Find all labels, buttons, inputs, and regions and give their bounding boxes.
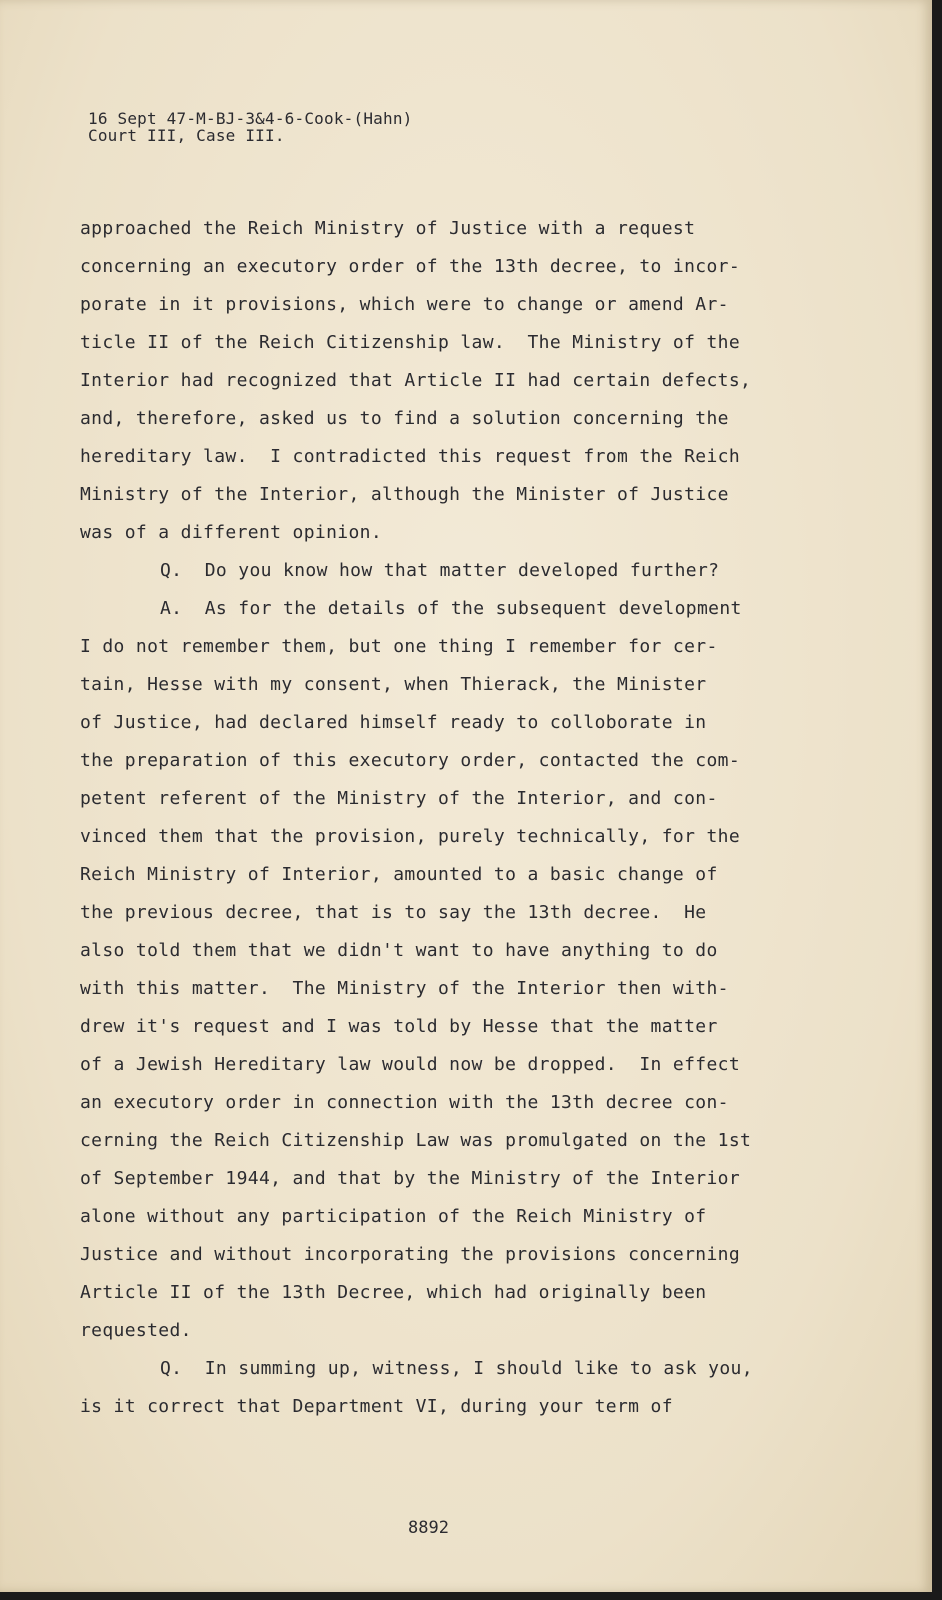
scan-border-right bbox=[932, 0, 942, 1600]
transcript-line: tain, Hesse with my consent, when Thierack, the Minister bbox=[80, 674, 707, 695]
transcript-line: of September 1944, and that by the Ministry of the Interior bbox=[80, 1168, 741, 1189]
transcript-line: cerning the Reich Citizenship Law was promulgated on the 1st bbox=[80, 1130, 752, 1151]
transcript-line: the preparation of this executory order, contacted the com- bbox=[80, 750, 741, 771]
transcript-line: the previous decree, that is to say the 13th decree. He bbox=[80, 902, 707, 923]
answer-line: A. As for the details of the subsequent development bbox=[160, 598, 742, 619]
transcript-line: is it correct that Department VI, during your term of bbox=[80, 1396, 673, 1417]
header-court-line: Court III, Case III. bbox=[88, 126, 285, 145]
transcript-line: requested. bbox=[80, 1320, 192, 1341]
transcript-line: Interior had recognized that Article II had certain defects, bbox=[80, 370, 752, 391]
transcript-line: drew it's request and I was told by Hesse that the matter bbox=[80, 1016, 718, 1037]
scan-border-bottom bbox=[0, 1592, 942, 1600]
transcript-line: also told them that we didn't want to have anything to do bbox=[80, 940, 718, 961]
transcript-line: Article II of the 13th Decree, which had originally been bbox=[80, 1282, 707, 1303]
transcript-line: of a Jewish Hereditary law would now be dropped. In effect bbox=[80, 1054, 741, 1075]
transcript-line: and, therefore, asked us to find a solution concerning the bbox=[80, 408, 729, 429]
transcript-line: Justice and without incorporating the provisions concerning bbox=[80, 1244, 741, 1265]
header-session-line: 16 Sept 47-M-BJ-3&4-6-Cook-(Hahn) bbox=[88, 109, 413, 128]
transcript-line: an executory order in connection with the 13th decree con- bbox=[80, 1092, 729, 1113]
question-line: Q. Do you know how that matter developed further? bbox=[160, 560, 720, 581]
transcript-line: with this matter. The Ministry of the Interior then with- bbox=[80, 978, 729, 999]
transcript-line: alone without any participation of the Reich Ministry of bbox=[80, 1206, 707, 1227]
transcript-body bbox=[80, 210, 820, 1426]
transcript-line: approached the Reich Ministry of Justice with a request bbox=[80, 218, 696, 239]
document-header bbox=[88, 110, 412, 144]
transcript-line: vinced them that the provision, purely technically, for the bbox=[80, 826, 741, 847]
transcript-line: porate in it provisions, which were to change or amend Ar- bbox=[80, 294, 729, 315]
transcript-line: ticle II of the Reich Citizenship law. The Ministry of the bbox=[80, 332, 741, 353]
transcript-line: hereditary law. I contradicted this request from the Reich bbox=[80, 446, 741, 467]
page-number: 8892 bbox=[408, 1518, 449, 1538]
transcript-line: Ministry of the Interior, although the Minister of Justice bbox=[80, 484, 729, 505]
transcript-line: Reich Ministry of Interior, amounted to a basic change of bbox=[80, 864, 718, 885]
transcript-line: I do not remember them, but one thing I remember for cer- bbox=[80, 636, 718, 657]
transcript-line: was of a different opinion. bbox=[80, 522, 383, 543]
question-line: Q. In summing up, witness, I should like to ask you, bbox=[160, 1358, 753, 1379]
transcript-line: petent referent of the Ministry of the Interior, and con- bbox=[80, 788, 718, 809]
transcript-line: of Justice, had declared himself ready to colloborate in bbox=[80, 712, 707, 733]
transcript-line: concerning an executory order of the 13th decree, to incor- bbox=[80, 256, 741, 277]
